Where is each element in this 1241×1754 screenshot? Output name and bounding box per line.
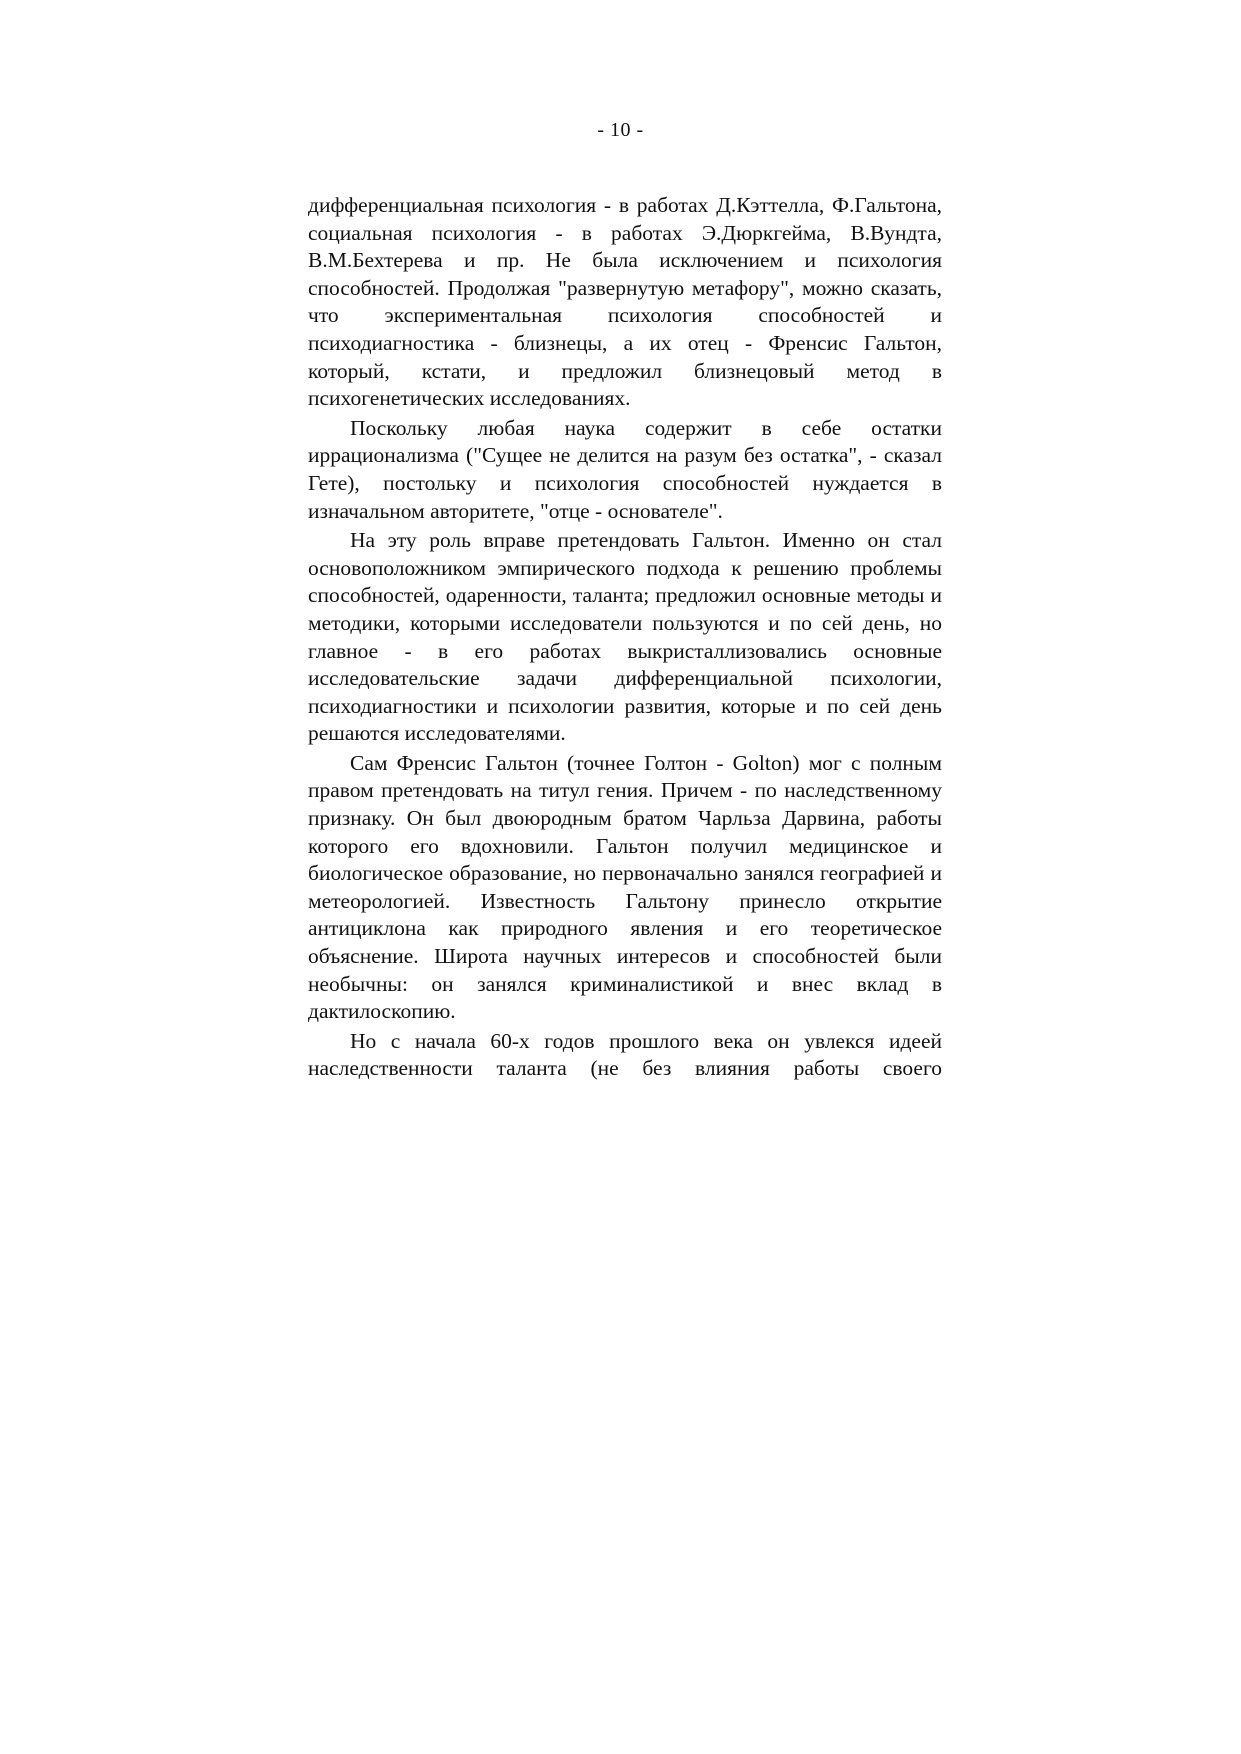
paragraph-5: Но с начала 60-х годов прошлого века он увлекся идеей наследственности таланта (не без влияния работы своего — [308, 1028, 942, 1081]
paragraph-1: дифференциальная психология - в работах Д.Кэттелла, Ф.Гальтона, социальная психология - в работах Э.Дюркгейма, В.Вундта, В.М.Бехтерева и пр. Не была исключением и психология способностей. Продолжая "развернутую метафору", можно сказать, что экспериментальная психология способностей и психодиагностика - близнецы, а их отец - Френсис Гальтон, который, кстати, и предложил близнецовый метод в психогенетических исследованиях. — [308, 193, 942, 411]
page-number: - 10 - — [597, 119, 644, 141]
body-text — [308, 192, 942, 1085]
paragraph-4: Сам Френсис Гальтон (точнее Голтон - Golton) мог с полным правом претендовать на титул гения. Причем - по наследственному признаку. Он был двоюродным братом Чарльза Дарвина, работы которого его вдохновили. Гальтон получил медицинское и биологическое образование, но первоначально занялся географией и метеорологией. Известность Гальтону принесло открытие антициклона как природного явления и его теоретическое объяснение. Широта научных интересов и способностей были необычны: он занялся криминалистикой и внес вклад в дактилоскопию. — [308, 750, 942, 1024]
paragraph-2: Поскольку любая наука содержит в себе остатки иррационализма ("Сущее не делится на разум без остатка", - сказал Гете), постольку и психология способностей нуждается в изначальном авторитете, "отце - основателе". — [308, 415, 942, 523]
paragraph-3: На эту роль вправе претендовать Гальтон. Именно он стал основоположником эмпирического подхода к решению проблемы способностей, одаренности, таланта; предложил основные методы и методики, которыми исследователи пользуются и по сей день, но главное - в его работах выкристаллизовались основные исследовательские задачи дифференциальной психологии, психодиагностики и психологии развития, которые и по сей день решаются исследователями. — [308, 528, 942, 746]
